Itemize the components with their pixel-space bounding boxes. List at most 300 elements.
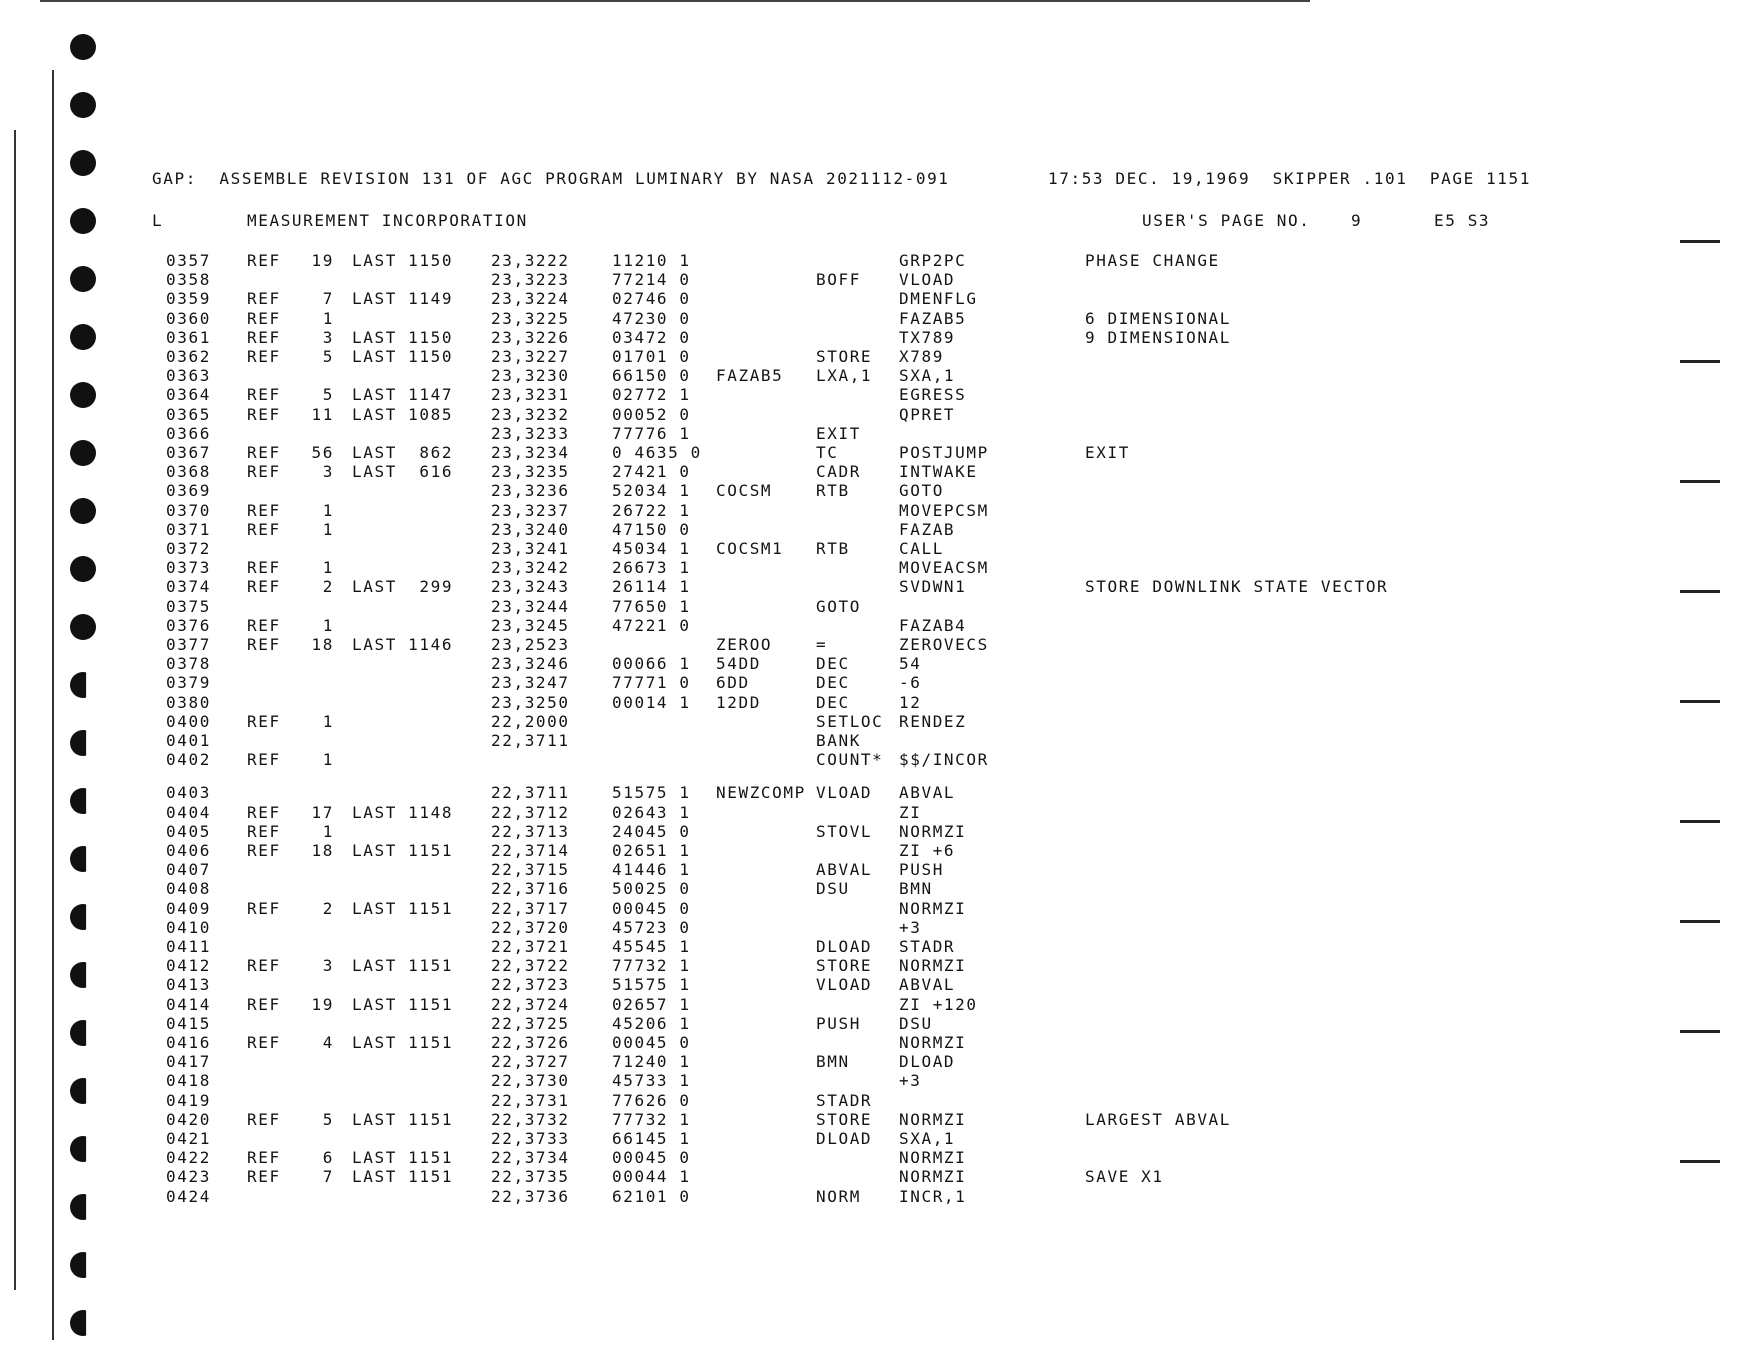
operand: SXA,1 xyxy=(899,366,956,386)
octal-code: 77650 1 xyxy=(612,596,691,616)
last-ref: LAST 1085 xyxy=(352,404,454,424)
opcode: BOFF xyxy=(816,270,861,290)
listing-row xyxy=(0,804,1740,822)
listing-row xyxy=(0,957,1740,975)
line-number: 0402 xyxy=(166,750,211,770)
opcode: RTB xyxy=(816,539,850,558)
users-page-number: 9 xyxy=(1351,211,1363,230)
listing-row xyxy=(0,1092,1740,1110)
last-ref: LAST 1151 xyxy=(352,1109,454,1129)
feed-hole xyxy=(70,34,96,60)
line-number: 0372 xyxy=(166,539,211,558)
symbol-label: COCSM1 xyxy=(716,539,784,558)
operand: DSU xyxy=(899,1013,933,1033)
operand: 54 xyxy=(899,654,922,674)
feed-hole xyxy=(70,150,96,176)
feed-hole xyxy=(70,1252,96,1278)
line-number: 0406 xyxy=(166,841,211,860)
line-number: 0365 xyxy=(166,404,211,424)
last-ref: LAST 1151 xyxy=(352,841,454,860)
octal-code: 66145 1 xyxy=(612,1129,691,1148)
octal-code: 47150 0 xyxy=(612,519,691,539)
operand: X789 xyxy=(899,347,944,366)
octal-code: 51575 1 xyxy=(612,783,691,803)
octal-code: 77771 0 xyxy=(612,673,691,693)
line-number: 0362 xyxy=(166,347,211,366)
ref-marker: REF xyxy=(247,500,281,520)
ref-marker: REF xyxy=(247,251,281,270)
octal-code: 47221 0 xyxy=(612,615,691,635)
address: 22,3721 xyxy=(491,937,570,956)
listing-row xyxy=(0,329,1740,347)
octal-code: 03472 0 xyxy=(612,327,691,347)
line-number: 0373 xyxy=(166,558,211,578)
line-number: 0368 xyxy=(166,462,211,482)
users-page-label: USER'S PAGE NO. xyxy=(1142,211,1311,230)
listing-row xyxy=(0,1130,1740,1148)
listing-row xyxy=(0,880,1740,898)
line-number: 0357 xyxy=(166,251,211,270)
ref-marker: REF xyxy=(247,635,281,654)
address: 22,3714 xyxy=(491,841,570,860)
octal-code: 00045 0 xyxy=(612,1033,691,1052)
comment: EXIT xyxy=(1085,443,1130,462)
opcode: STORE xyxy=(816,956,873,976)
line-number: 0364 xyxy=(166,385,211,405)
line-number: 0414 xyxy=(166,994,211,1014)
octal-code: 77732 1 xyxy=(612,1109,691,1129)
opcode: COUNT* xyxy=(816,750,884,770)
address: 22,3716 xyxy=(491,879,570,899)
ref-count: 1 xyxy=(322,558,334,578)
operand: EGRESS xyxy=(899,385,967,405)
line-number: 0405 xyxy=(166,821,211,841)
octal-code: 00014 1 xyxy=(612,692,691,712)
address: 23,3235 xyxy=(491,462,570,482)
octal-code: 77776 1 xyxy=(612,423,691,443)
octal-code: 62101 0 xyxy=(612,1186,691,1206)
ref-marker: REF xyxy=(247,289,281,309)
last-ref: LAST 1150 xyxy=(352,251,454,270)
listing-row xyxy=(0,823,1740,841)
ref-count: 18 xyxy=(311,841,334,860)
ref-marker: REF xyxy=(247,802,281,822)
address: 22,3736 xyxy=(491,1186,570,1206)
line-number: 0369 xyxy=(166,481,211,501)
operand: PUSH xyxy=(899,860,944,880)
listing-row xyxy=(0,310,1740,328)
line-number: 0366 xyxy=(166,423,211,443)
last-ref: LAST 1150 xyxy=(352,347,454,366)
feed-hole xyxy=(70,208,96,234)
line-number: 0416 xyxy=(166,1033,211,1052)
operand: FAZAB4 xyxy=(899,615,967,635)
comment: LARGEST ABVAL xyxy=(1085,1109,1232,1129)
last-ref: LAST 1149 xyxy=(352,289,454,309)
address: 22,3715 xyxy=(491,860,570,880)
octal-code: 02746 0 xyxy=(612,289,691,309)
address: 23,3234 xyxy=(491,443,570,462)
address: 23,3247 xyxy=(491,673,570,693)
octal-code: 45723 0 xyxy=(612,917,691,937)
operand: NORMZI xyxy=(899,1109,967,1129)
listing-row xyxy=(0,996,1740,1014)
opcode: DEC xyxy=(816,654,850,674)
ref-count: 7 xyxy=(322,289,334,309)
address: 22,3727 xyxy=(491,1052,570,1072)
listing-row xyxy=(0,386,1740,404)
octal-code: 27421 0 xyxy=(612,462,691,482)
line-number: 0360 xyxy=(166,308,211,328)
octal-code: 41446 1 xyxy=(612,860,691,880)
section-title: MEASUREMENT INCORPORATION xyxy=(247,211,528,230)
operand: MOVEPCSM xyxy=(899,500,989,520)
listing-row xyxy=(0,540,1740,558)
line-number: 0411 xyxy=(166,937,211,956)
page-top-rule xyxy=(40,0,1310,2)
opcode: DLOAD xyxy=(816,1129,873,1148)
address: 22,3712 xyxy=(491,802,570,822)
operand: INTWAKE xyxy=(899,462,978,482)
listing-row xyxy=(0,919,1740,937)
operand: ABVAL xyxy=(899,783,956,803)
address: 22,3726 xyxy=(491,1033,570,1052)
operand: $$/INCOR xyxy=(899,750,989,770)
opcode: VLOAD xyxy=(816,783,873,803)
octal-code: 02657 1 xyxy=(612,994,691,1014)
listing-row xyxy=(0,1149,1740,1167)
operand: NORMZI xyxy=(899,1167,967,1187)
ref-count: 18 xyxy=(311,635,334,654)
ref-count: 2 xyxy=(322,898,334,918)
listing-row xyxy=(0,1053,1740,1071)
octal-code: 01701 0 xyxy=(612,347,691,366)
operand: DMENFLG xyxy=(899,289,978,309)
operand: NORMZI xyxy=(899,1033,967,1052)
line-number: 0403 xyxy=(166,783,211,803)
operand: FAZAB xyxy=(899,519,956,539)
octal-code: 00052 0 xyxy=(612,404,691,424)
line-number: 0404 xyxy=(166,802,211,822)
ref-count: 2 xyxy=(322,577,334,597)
listing-row xyxy=(0,1072,1740,1090)
line-number: 0407 xyxy=(166,860,211,880)
opcode: = xyxy=(816,635,828,654)
ref-marker: REF xyxy=(247,404,281,424)
symbol-label: 54DD xyxy=(716,654,761,674)
operand: RENDEZ xyxy=(899,711,967,731)
opcode: STADR xyxy=(816,1090,873,1110)
octal-code: 00045 0 xyxy=(612,1148,691,1168)
operand: NORMZI xyxy=(899,821,967,841)
listing-row xyxy=(0,784,1740,802)
listing-row xyxy=(0,290,1740,308)
listing-row xyxy=(0,271,1740,289)
listing-row xyxy=(0,938,1740,956)
address: 22,3725 xyxy=(491,1013,570,1033)
octal-code: 77214 0 xyxy=(612,270,691,290)
ref-count: 19 xyxy=(311,994,334,1014)
address: 22,2000 xyxy=(491,711,570,731)
ref-marker: REF xyxy=(247,994,281,1014)
ref-count: 1 xyxy=(322,615,334,635)
operand: BMN xyxy=(899,879,933,899)
operand: VLOAD xyxy=(899,270,956,290)
octal-code: 0 4635 0 xyxy=(612,443,702,462)
address: 23,3226 xyxy=(491,327,570,347)
line-number: 0379 xyxy=(166,673,211,693)
line-number: 0377 xyxy=(166,635,211,654)
symbol-label: 6DD xyxy=(716,673,750,693)
address: 23,3230 xyxy=(491,366,570,386)
address: 23,3223 xyxy=(491,270,570,290)
ref-marker: REF xyxy=(247,615,281,635)
line-number: 0409 xyxy=(166,898,211,918)
octal-code: 77626 0 xyxy=(612,1090,691,1110)
address: 23,3225 xyxy=(491,308,570,328)
octal-code: 02651 1 xyxy=(612,841,691,860)
operand: +3 xyxy=(899,917,922,937)
ref-count: 5 xyxy=(322,1109,334,1129)
opcode: VLOAD xyxy=(816,975,873,995)
line-number: 0370 xyxy=(166,500,211,520)
opcode: PUSH xyxy=(816,1013,861,1033)
listing-row xyxy=(0,406,1740,424)
ref-marker: REF xyxy=(247,443,281,462)
address: 22,3731 xyxy=(491,1090,570,1110)
address: 22,3717 xyxy=(491,898,570,918)
comment: 6 DIMENSIONAL xyxy=(1085,308,1232,328)
feed-hole xyxy=(70,1310,96,1336)
operand: NORMZI xyxy=(899,956,967,976)
octal-code: 45545 1 xyxy=(612,937,691,956)
operand: POSTJUMP xyxy=(899,443,989,462)
operand: ZI xyxy=(899,802,922,822)
ref-marker: REF xyxy=(247,327,281,347)
address: 23,3241 xyxy=(491,539,570,558)
line-number: 0421 xyxy=(166,1129,211,1148)
operand: SVDWN1 xyxy=(899,577,967,597)
address: 22,3713 xyxy=(491,821,570,841)
octal-code: 66150 0 xyxy=(612,366,691,386)
address: 22,3711 xyxy=(491,731,570,750)
ref-marker: REF xyxy=(247,462,281,482)
operand: +3 xyxy=(899,1071,922,1091)
symbol-label: FAZAB5 xyxy=(716,366,784,386)
comment: SAVE X1 xyxy=(1085,1167,1164,1187)
octal-code: 50025 0 xyxy=(612,879,691,899)
octal-code: 45206 1 xyxy=(612,1013,691,1033)
octal-code: 00045 0 xyxy=(612,898,691,918)
listing-row xyxy=(0,1111,1740,1129)
octal-code: 47230 0 xyxy=(612,308,691,328)
line-number: 0358 xyxy=(166,270,211,290)
opcode: STORE xyxy=(816,1109,873,1129)
octal-code: 77732 1 xyxy=(612,956,691,976)
ref-count: 17 xyxy=(311,802,334,822)
ref-marker: REF xyxy=(247,519,281,539)
line-number: 0380 xyxy=(166,692,211,712)
ref-count: 19 xyxy=(311,251,334,270)
address: 22,3735 xyxy=(491,1167,570,1187)
opcode: SETLOC xyxy=(816,711,884,731)
ref-marker: REF xyxy=(247,347,281,366)
listing-row xyxy=(0,463,1740,481)
address: 23,3233 xyxy=(491,423,570,443)
last-ref: LAST 1151 xyxy=(352,1033,454,1052)
listing-row xyxy=(0,1034,1740,1052)
ref-marker: REF xyxy=(247,308,281,328)
listing-row xyxy=(0,502,1740,520)
last-ref: LAST 1151 xyxy=(352,898,454,918)
operand: MOVEACSM xyxy=(899,558,989,578)
last-ref: LAST 1146 xyxy=(352,635,454,654)
address: 23,3244 xyxy=(491,596,570,616)
address: 22,3724 xyxy=(491,994,570,1014)
opcode: DLOAD xyxy=(816,937,873,956)
operand: -6 xyxy=(899,673,922,693)
ref-count: 7 xyxy=(322,1167,334,1187)
address: 22,3720 xyxy=(491,917,570,937)
line-number: 0412 xyxy=(166,956,211,976)
octal-code: 26114 1 xyxy=(612,577,691,597)
opcode: BMN xyxy=(816,1052,850,1072)
ref-count: 1 xyxy=(322,750,334,770)
line-number: 0408 xyxy=(166,879,211,899)
address: 22,3732 xyxy=(491,1109,570,1129)
address: 22,3730 xyxy=(491,1071,570,1091)
opcode: DEC xyxy=(816,692,850,712)
listing-row xyxy=(0,694,1740,712)
last-ref: LAST 299 xyxy=(352,577,454,597)
ref-marker: REF xyxy=(247,1109,281,1129)
octal-code: 52034 1 xyxy=(612,481,691,501)
listing-row xyxy=(0,1015,1740,1033)
listing-row xyxy=(0,578,1740,596)
line-number: 0400 xyxy=(166,711,211,731)
listing-row xyxy=(0,751,1740,769)
address: 23,3246 xyxy=(491,654,570,674)
ref-count: 1 xyxy=(322,821,334,841)
operand: GOTO xyxy=(899,481,944,501)
symbol-label: NEWZCOMP xyxy=(716,783,806,803)
ref-marker: REF xyxy=(247,1148,281,1168)
octal-code: 71240 1 xyxy=(612,1052,691,1072)
last-ref: LAST 1151 xyxy=(352,1148,454,1168)
margin-mark xyxy=(1680,240,1720,243)
listing-row xyxy=(0,444,1740,462)
ref-marker: REF xyxy=(247,1033,281,1052)
line-number: 0375 xyxy=(166,596,211,616)
ref-marker: REF xyxy=(247,750,281,770)
octal-code: 45733 1 xyxy=(612,1071,691,1091)
operand: ZEROVECS xyxy=(899,635,989,654)
ref-count: 4 xyxy=(322,1033,334,1052)
listing-row xyxy=(0,674,1740,692)
octal-code: 24045 0 xyxy=(612,821,691,841)
address: 23,3224 xyxy=(491,289,570,309)
last-ref: LAST 1147 xyxy=(352,385,454,405)
address: 23,3237 xyxy=(491,500,570,520)
address: 23,3222 xyxy=(491,251,570,270)
ref-count: 1 xyxy=(322,500,334,520)
listing-row xyxy=(0,367,1740,385)
line-number: 0361 xyxy=(166,327,211,347)
listing-row xyxy=(0,252,1740,270)
line-number: 0374 xyxy=(166,577,211,597)
opcode: STOVL xyxy=(816,821,873,841)
operand: NORMZI xyxy=(899,1148,967,1168)
opcode: RTB xyxy=(816,481,850,501)
ref-count: 3 xyxy=(322,462,334,482)
listing-row xyxy=(0,482,1740,500)
line-number: 0422 xyxy=(166,1148,211,1168)
ref-count: 3 xyxy=(322,327,334,347)
ref-count: 1 xyxy=(322,711,334,731)
listing-flag: L xyxy=(152,211,164,230)
ref-count: 1 xyxy=(322,308,334,328)
ref-marker: REF xyxy=(247,711,281,731)
ref-count: 1 xyxy=(322,519,334,539)
address: 23,3242 xyxy=(491,558,570,578)
line-number: 0419 xyxy=(166,1090,211,1110)
listing-row xyxy=(0,732,1740,750)
listing-row xyxy=(0,976,1740,994)
octal-code: 51575 1 xyxy=(612,975,691,995)
operand: CALL xyxy=(899,539,944,558)
operand: STADR xyxy=(899,937,956,956)
listing-header-date-page: 17:53 DEC. 19,1969 SKIPPER .101 PAGE 1151 xyxy=(1048,169,1532,188)
listing-row xyxy=(0,842,1740,860)
octal-code: 00066 1 xyxy=(612,654,691,674)
operand: TX789 xyxy=(899,327,956,347)
last-ref: LAST 1151 xyxy=(352,994,454,1014)
opcode: NORM xyxy=(816,1186,861,1206)
line-number: 0378 xyxy=(166,654,211,674)
ref-count: 11 xyxy=(311,404,334,424)
octal-code: 00044 1 xyxy=(612,1167,691,1187)
ref-marker: REF xyxy=(247,821,281,841)
opcode: BANK xyxy=(816,731,861,750)
octal-code: 02643 1 xyxy=(612,802,691,822)
listing-row xyxy=(0,861,1740,879)
listing-row xyxy=(0,713,1740,731)
operand: DLOAD xyxy=(899,1052,956,1072)
ref-marker: REF xyxy=(247,956,281,976)
opcode: STORE xyxy=(816,347,873,366)
last-ref: LAST 1150 xyxy=(352,327,454,347)
line-number: 0401 xyxy=(166,731,211,750)
opcode: LXA,1 xyxy=(816,366,873,386)
opcode: DSU xyxy=(816,879,850,899)
line-number: 0359 xyxy=(166,289,211,309)
comment: 9 DIMENSIONAL xyxy=(1085,327,1232,347)
line-number: 0423 xyxy=(166,1167,211,1187)
operand: 12 xyxy=(899,692,922,712)
last-ref: LAST 1148 xyxy=(352,802,454,822)
listing-row xyxy=(0,425,1740,443)
ref-count: 3 xyxy=(322,956,334,976)
line-number: 0371 xyxy=(166,519,211,539)
address: 22,3711 xyxy=(491,783,570,803)
octal-code: 02772 1 xyxy=(612,385,691,405)
octal-code: 11210 1 xyxy=(612,251,691,270)
ref-marker: REF xyxy=(247,898,281,918)
symbol-label: ZEROO xyxy=(716,635,773,654)
symbol-label: 12DD xyxy=(716,692,761,712)
listing-row xyxy=(0,900,1740,918)
comment: PHASE CHANGE xyxy=(1085,251,1220,270)
